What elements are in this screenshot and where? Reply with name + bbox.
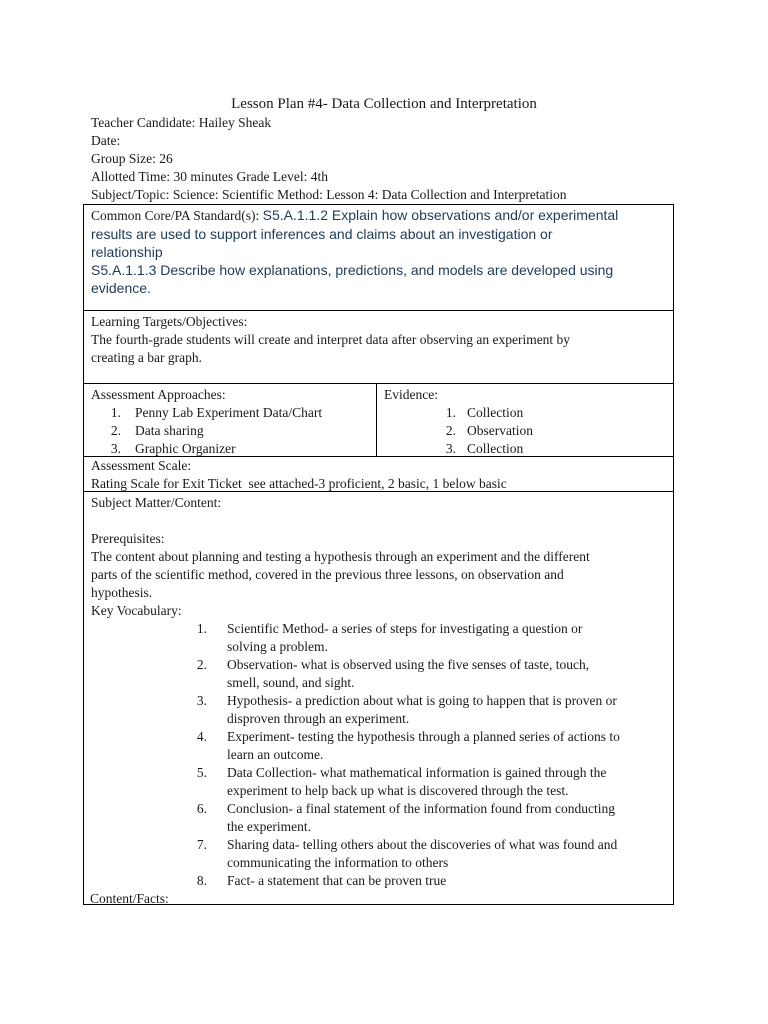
list-item: 4. Experiment- testing the hypothesis through a planned series of actions to learn an outcome. [196, 729, 620, 762]
standard-line-1: S5.A.1.1.2 Explain how observations and/or experimental [262, 207, 619, 223]
list-item: 8. Fact- a statement that can be proven true [196, 873, 447, 888]
prereq-line-3: hypothesis. [91, 585, 153, 600]
allotted-time: Allotted Time: 30 minutes Grade Level: 4th [91, 169, 328, 184]
assessment-label: Assessment Approaches: [91, 387, 226, 402]
list-item: 3. Graphic Organizer [110, 441, 236, 456]
group-size: Group Size: 26 [91, 151, 173, 166]
vocab-label: Key Vocabulary: [91, 603, 182, 618]
list-item: 2. Observation [445, 423, 533, 438]
list-item: 6. Conclusion- a final statement of the information found from conducting the experiment. [196, 801, 616, 834]
scale-text: Rating Scale for Exit Ticket see attached-3 proficient, 2 basic, 1 below basic [91, 476, 507, 491]
list-item: 2. Data sharing [110, 423, 204, 438]
list-item: 1. Scientific Method- a series of steps for investigating a question or solving a problem. [196, 621, 583, 654]
prereq-line-2: parts of the scientific method, covered in the previous three lessons, on observation and [91, 567, 564, 582]
objectives-box [83, 310, 674, 384]
standard-line-2: results are used to support inferences and claims about an investigation or [91, 226, 553, 242]
list-item: 1. Penny Lab Experiment Data/Chart [110, 405, 323, 420]
date-line: Date: [91, 133, 121, 148]
list-item: 7. Sharing data- telling others about the discoveries of what was found and communicating the information to others [196, 837, 618, 870]
list-item: 2. Observation- what is observed using the five senses of taste, touch, smell, sound, and sight. [196, 657, 590, 690]
header-block [91, 114, 567, 204]
content-facts-label: Content/Facts: [90, 891, 169, 906]
subject-matter-label: Subject Matter/Content: [91, 495, 222, 510]
list-item: 1. Collection [445, 405, 524, 420]
list-item: 5. Data Collection- what mathematical information is gained through the experiment to help back up what is discovered through the test. [196, 765, 607, 798]
standard-line-5: evidence. [91, 280, 151, 296]
standards-box [83, 204, 674, 311]
subject-topic: Subject/Topic: Science: Scientific Method: Lesson 4: Data Collection and Interpretation [91, 187, 567, 202]
assessment-list [91, 404, 376, 458]
list-item: 3. Collection [445, 441, 524, 456]
standard-line-4: S5.A.1.1.3 Describe how explanations, predictions, and models are developed using [91, 262, 614, 278]
objectives-line-1: The fourth-grade students will create and interpret data after observing an experiment by [91, 332, 571, 347]
standard-line-3: relationship [91, 244, 163, 260]
objectives-label: Learning Targets/Objectives: [91, 314, 248, 329]
scale-label: Assessment Scale: [91, 458, 192, 473]
prereq-line-1: The content about planning and testing a hypothesis through an experiment and the different [91, 549, 590, 564]
prerequisites-label: Prerequisites: [91, 531, 165, 546]
teacher-candidate: Teacher Candidate: Hailey Sheak [91, 115, 272, 130]
vocab-list [91, 620, 673, 890]
assessment-box [83, 383, 674, 457]
objectives-line-2: creating a bar graph. [91, 350, 202, 365]
evidence-list [384, 404, 673, 458]
content-box [83, 491, 674, 905]
standards-label: Common Core/PA Standard(s): [91, 208, 263, 223]
assessment-scale-box [83, 456, 674, 492]
document-title: Lesson Plan #4- Data Collection and Interpretation [231, 96, 537, 112]
evidence-label: Evidence: [384, 387, 438, 402]
list-item: 3. Hypothesis- a prediction about what is going to happen that is proven or disproven through an experiment. [196, 693, 617, 726]
